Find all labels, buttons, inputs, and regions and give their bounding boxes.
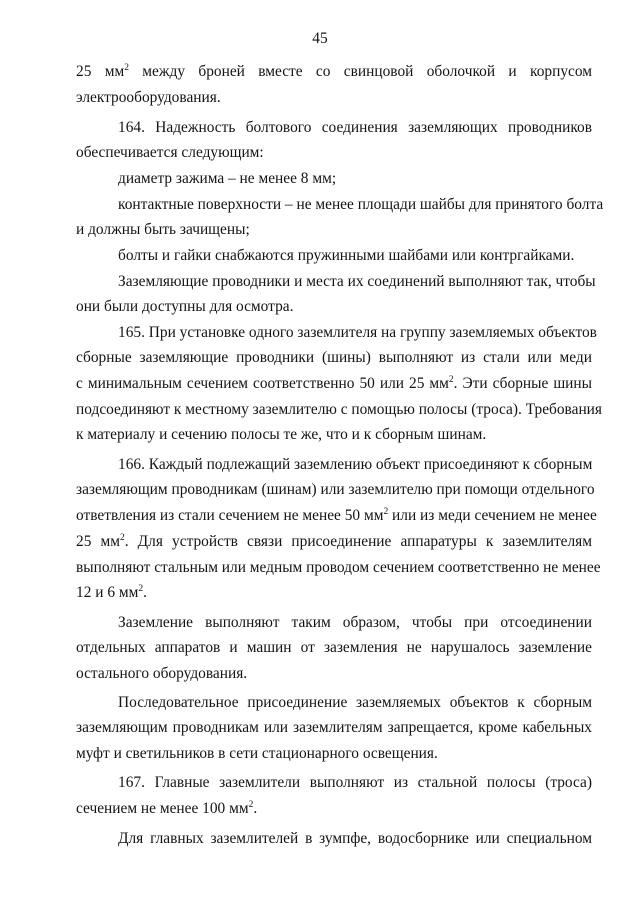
text-line: 12 и 6 $мм^2$. (76, 584, 147, 601)
text-line: муфт и светильников в сети стационарного освещения. (76, 745, 438, 762)
text-line: подсоединяют к местному заземлителю с помощью полосы (троса). Требования (76, 401, 603, 418)
clause-167-start: 167. Главные заземлители выполняют из стальной полосы (троса) (118, 774, 592, 791)
text-line: заземляющим проводникам или заземлителям запрещается, кроме кабельных (76, 719, 592, 736)
clause-166-start: 166. Каждый подлежащий заземлению объект присоединяют к сборным (118, 456, 593, 473)
text-line: выполняют стальным или медным проводом сечением соответственно не менее (76, 559, 601, 576)
text-line: и должны быть зачищены; (76, 221, 250, 238)
text-line: 25 $мм^2$ между броней вместе со свинцовой оболочкой и корпусом (76, 63, 592, 80)
text-line: 25 $мм^2$. Для устройств связи присоединение аппаратуры к заземлителям (76, 533, 593, 550)
text-line: сечением не менее 100 $мм^2$. (76, 800, 258, 817)
paragraph-start: Заземляющие проводники и места их соединений выполняют так, чтобы (118, 273, 596, 290)
text-line: обеспечивается следующим: (76, 144, 264, 161)
text-line: с минимальным сечением соответственно 50 или 25 $мм^2$. Эти сборные шины (76, 375, 592, 392)
paragraph-start: Заземление выполняют таким образом, чтобы при отсоединении (118, 614, 592, 631)
text-line: к материалу и сечению полосы те же, что и к сборным шинам. (76, 426, 487, 443)
text-line: они были доступны для осмотра. (76, 298, 294, 315)
text-line: электрооборудования. (76, 89, 221, 106)
paragraph-start: Последовательное присоединение заземляемых объектов к сборным (118, 694, 592, 711)
text-line: остального оборудования. (76, 665, 248, 682)
list-item: болты и гайки снабжаются пружинными шайбами или контргайками. (118, 247, 575, 264)
list-item: контактные поверхности – не менее площади шайбы для принятого болта (118, 196, 604, 213)
text-line: заземляющим проводникам (шинам) или заземлителю при помощи отдельного (76, 481, 595, 498)
list-item: диаметр зажима – не менее 8 мм; (118, 170, 337, 187)
text-line: сборные заземляющие проводники (шины) выполняют из стали или меди (76, 349, 592, 366)
text-line: ответвления из стали сечением не менее 50 $мм^2$ или из меди сечением не менее (76, 507, 597, 524)
clause-164-start: 164. Надежность болтового соединения заземляющих проводников (118, 119, 592, 136)
text-line: отдельных аппаратов и машин от заземления не нарушалось заземление (76, 639, 592, 656)
paragraph-start: Для главных заземлителей в зумпфе, водосборнике или специальном (118, 830, 592, 847)
clause-165-start: 165. При установке одного заземлителя на группу заземляемых объектов (118, 324, 597, 341)
page-number: 45 (312, 30, 328, 47)
